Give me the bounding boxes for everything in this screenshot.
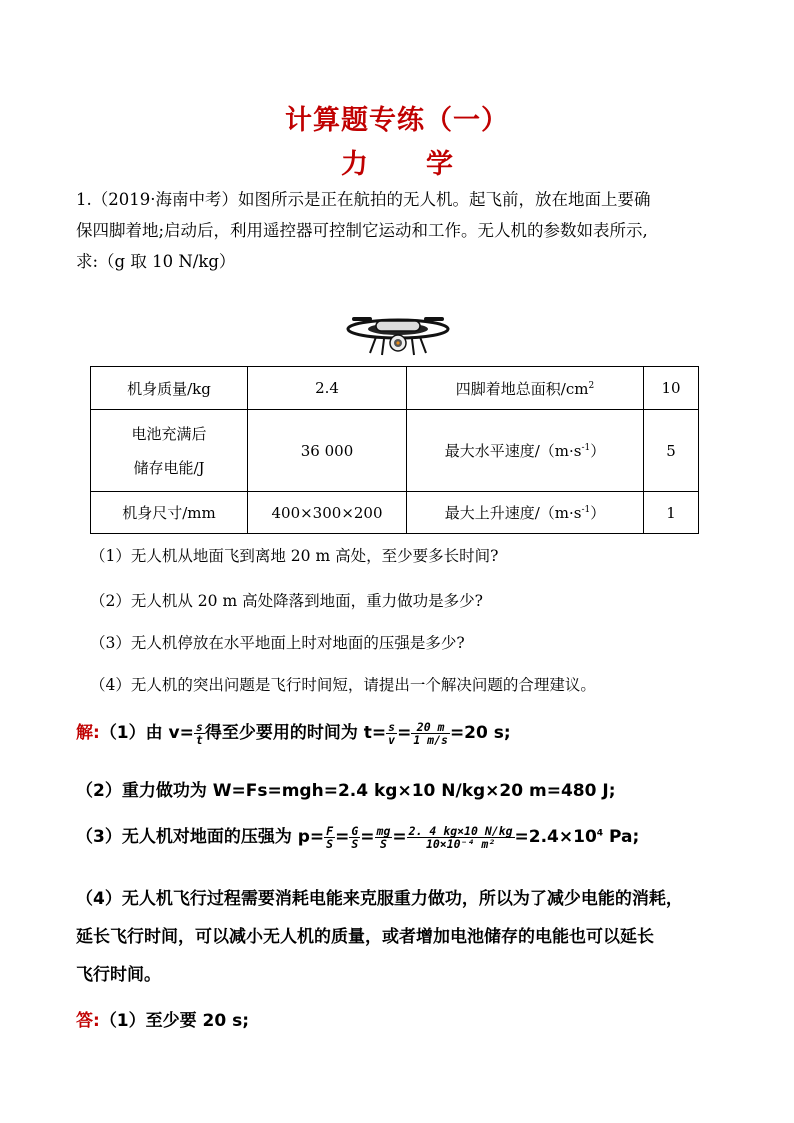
table-row: 电池充满后 储存电能/J 36 000 最大水平速度$/(m\cdot s^{-1})$ 5 xyxy=(91,410,699,492)
sub-question-4: （4）无人机的突出问题是飞行时间短，请提出一个解决问题的合理建议。 xyxy=(90,676,596,694)
solution-label: 解: xyxy=(76,723,100,743)
solution-step-2: （2）重力做功为 W=Fs=mgh=2.4 kg×10 N/kg×20 m=480 J; xyxy=(76,781,616,801)
table-row: 机身质量/kg 2.4 四脚着地总面积$/cm^2$ 10 xyxy=(91,367,699,410)
solution-step-4: （4）无人机飞行过程需要消耗电能来克服重力做功，所以为了减少电能的消耗， 延长飞行时间，可以减小无人机的质量，或者增加电池储存的电能也可以延长 飞行时间。 xyxy=(76,889,683,985)
parameter-table xyxy=(90,366,699,534)
sub-question-2: （2）无人机从 20 m 高处降落到地面，重力做功是多少? xyxy=(90,592,483,610)
sub-question-3: （3）无人机停放在水平地面上时对地面的压强是多少? xyxy=(90,634,465,652)
subtitle-char-1: 力 xyxy=(341,149,368,180)
question-number: 1. xyxy=(76,190,92,209)
solution-step-1: 解:（1）由 v= $\frac{s}{t}$ 得至少要用的时间为 t= $\frac{s}{v}$ = $\frac{20 m}{1 m/s}$ =20 s; xyxy=(76,719,511,747)
question-text: 1.（2019·海南中考）如图所示是正在航拍的无人机。起飞前，放在地面上要确 保四脚着地;启动后，利用遥控器可控制它运动和工作。无人机的参数如表所示, 求:（g 取 10 N/kg） xyxy=(76,190,651,271)
page-subtitle xyxy=(0,142,794,181)
subtitle-char-2: 学 xyxy=(426,149,453,180)
sub-question-1: （1）无人机从地面飞到离地 20 m 高处，至少要多长时间? xyxy=(90,547,499,565)
answer-label: 答: xyxy=(76,1011,100,1031)
solution-step-3: （3）无人机对地面的压强为 p= $\frac{F}{S}$ = $\frac{G}{S}$ = $\frac{mg}{S}$ = $\frac{2. 4 kg\times 10 N/kg}{\text{10×10⁻⁴ m²}}$ $=2.4\times 10^4$ Pa; xyxy=(76,823,640,851)
page-title: 计算题专练（一） xyxy=(285,105,509,136)
question-source: （2019·海南中考） xyxy=(91,190,238,209)
table-row: 机身尺寸/mm 400×300×200 最大上升速度$/(m\cdot s^{-1})$ 1 xyxy=(91,492,699,534)
drone-image xyxy=(346,307,450,359)
answer-step-1: 答:（1）至少要 20 s; xyxy=(76,1011,250,1031)
